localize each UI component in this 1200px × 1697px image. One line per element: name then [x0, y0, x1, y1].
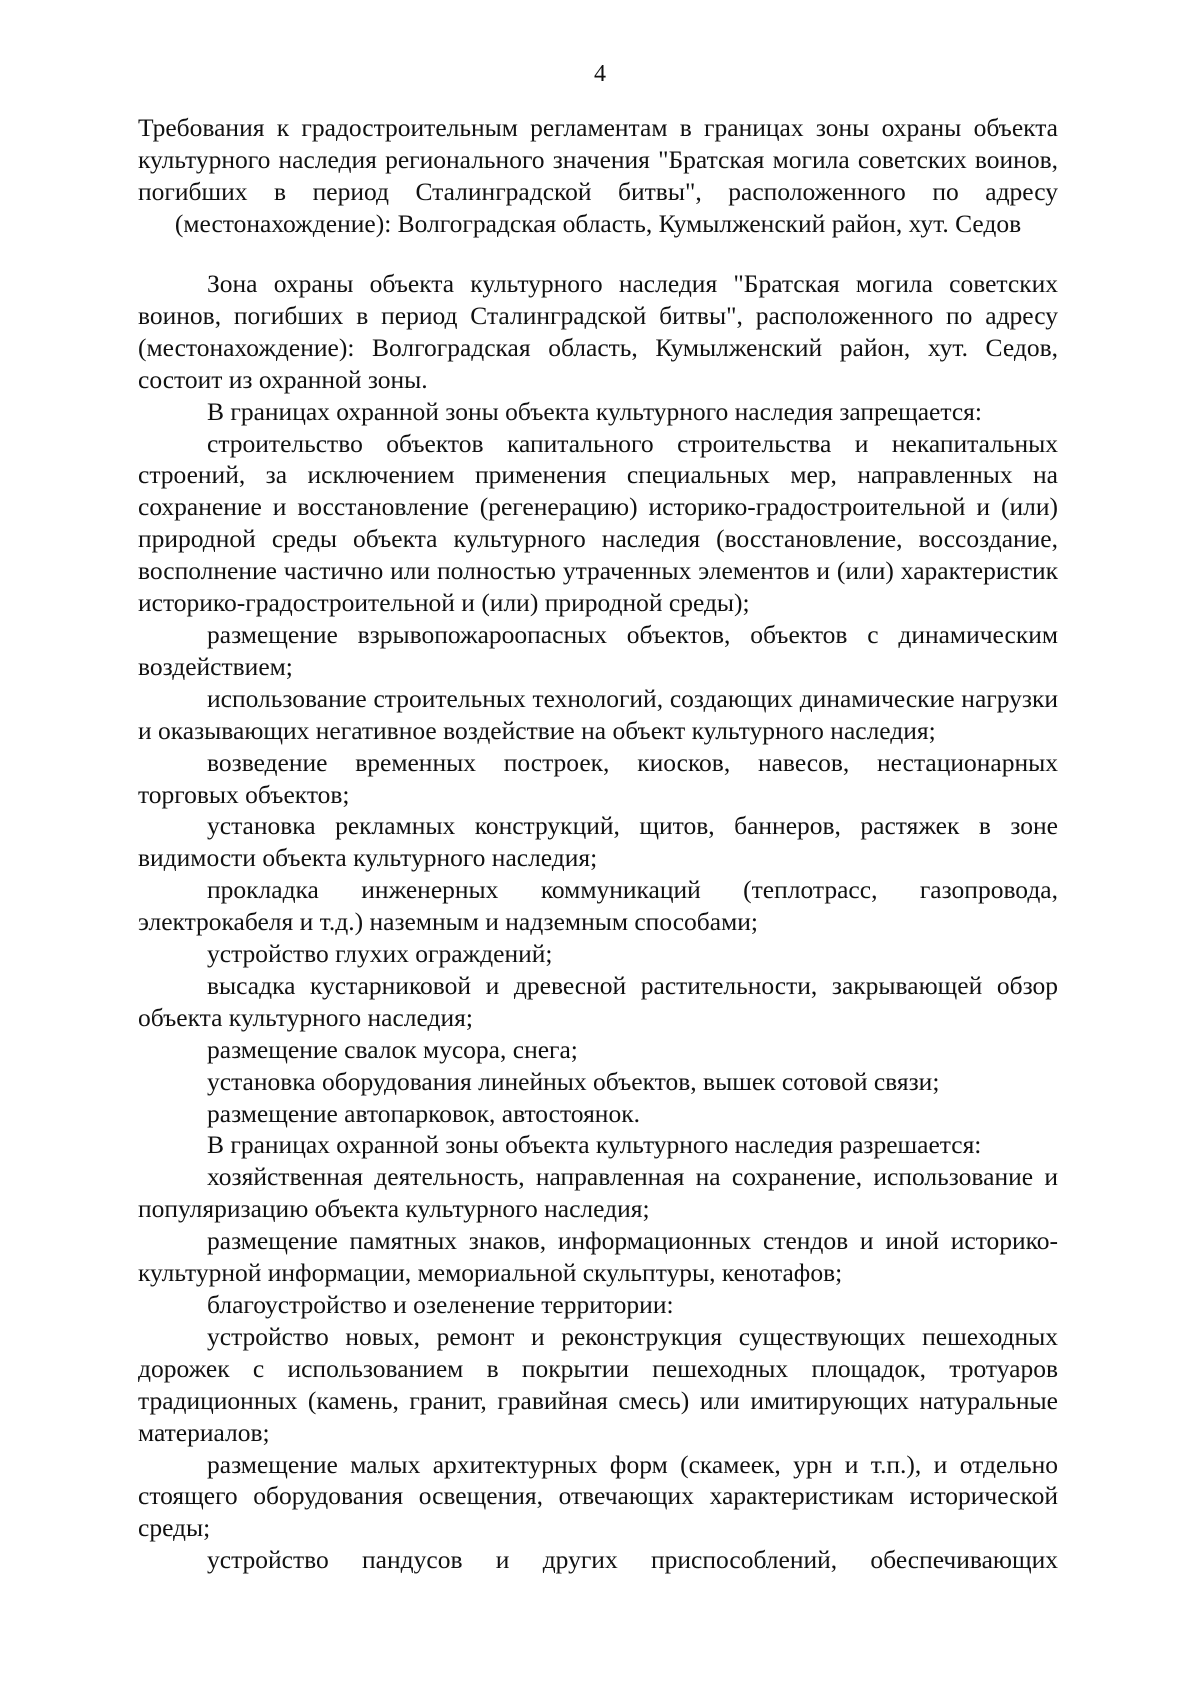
document-body	[138, 268, 1058, 1576]
paragraph: установка оборудования линейных объектов, вышек сотовой связи;	[207, 1066, 940, 1096]
paragraph: прокладка инженерных коммуникаций (теплотрасс, газопровода, электрокабеля и т.д.) наземным и надземным способами;	[138, 875, 1058, 937]
page-number: 4	[594, 61, 606, 87]
paragraph: размещение автопарковок, автостоянок.	[207, 1098, 640, 1128]
paragraph: хозяйственная деятельность, направленная на сохранение, использование и популяризацию объекта культурного наследия;	[138, 1162, 1058, 1224]
paragraph: строительство объектов капитального строительства и некапитальных строений, за исключением применения специальных мер, направленных на сохранение и восстановление (регенерацию) историко-градостроительной и (или) природной среды объекта культурного наследия (восстановление, воссоздание, восполнение частично или полностью утраченных элементов и (или) характеристик историко-градостроительной и (или) природной среды);	[138, 428, 1058, 618]
paragraph: размещение свалок мусора, снега;	[207, 1034, 578, 1064]
paragraph: высадка кустарниковой и древесной растительности, закрывающей обзор объекта культурного наследия;	[138, 970, 1058, 1032]
paragraph: В границах охранной зоны объекта культурного наследия разрешается:	[207, 1130, 982, 1160]
paragraph: размещение малых архитектурных форм (скамеек, урн и т.п.), и отдельно стоящего оборудования освещения, отвечающих характеристикам исторической среды;	[138, 1449, 1058, 1543]
paragraph: благоустройство и озеленение территории:	[207, 1290, 674, 1319]
paragraph: использование строительных технологий, создающих динамические нагрузки и оказывающих негативное воздействие на объект культурного наследия;	[138, 683, 1058, 745]
paragraph: В границах охранной зоны объекта культурного наследия запрещается:	[207, 396, 982, 426]
paragraph: Зона охраны объекта культурного наследия "Братская могила советских воинов, погибших в период Сталинградской битвы", расположенного по адресу (местонахождение): Волгоградская область, Кумылженский район, хут. Седов, состоит из охранной зоны.	[138, 269, 1058, 394]
paragraph: размещение памятных знаков, информационных стендов и иной историко-культурной информации, мемориальной скульптуры, кенотафов;	[138, 1226, 1058, 1288]
paragraph: устройство новых, ремонт и реконструкция существующих пешеходных дорожек с использованием в покрытии пешеходных площадок, тротуаров традиционных (камень, гранит, гравийная смесь) или имитирующих натуральные материалов;	[138, 1321, 1058, 1447]
paragraph: устройство пандусов и других приспособлений, обеспечивающих	[207, 1545, 1058, 1575]
paragraph: устройство глухих ограждений;	[207, 939, 553, 969]
paragraph: установка рекламных конструкций, щитов, баннеров, растяжек в зоне видимости объекта культурного наследия;	[138, 811, 1058, 873]
paragraph: возведение временных построек, киосков, навесов, нестационарных торговых объектов;	[138, 747, 1058, 809]
paragraph: размещение взрывопожароопасных объектов, объектов с динамическим воздействием;	[138, 619, 1058, 681]
document-title: Требования к градостроительным регламентам в границах зоны охраны объекта культурного наследия регионального значения "Братская могила советских воинов, погибших в период Сталинградской битвы", расположенного по адресу (местонахождение): Волгоградская область, Кумылженский район, хут. Седов	[138, 113, 1058, 238]
